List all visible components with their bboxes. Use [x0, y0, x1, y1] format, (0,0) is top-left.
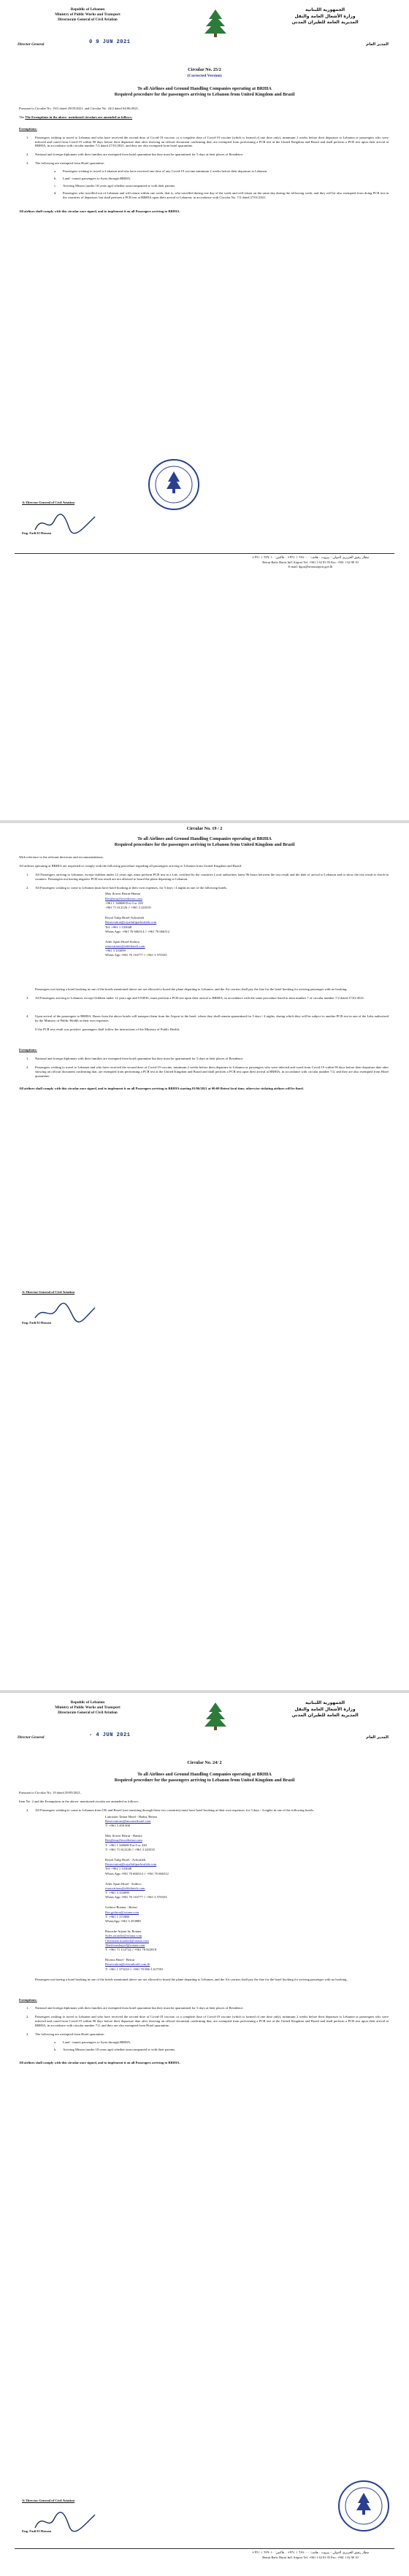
sub-list-item: a. Land - transit passengers to Syria through BRHIA.: [54, 2040, 131, 2044]
list-item: 2. National and foreign diplomats with their families are exempted from hotel quarantine but they must be quarantined for 5 days at their places of Residence.: [26, 153, 244, 157]
official-seal: [146, 457, 202, 512]
hotel-email-link-2[interactable]: Christiane.maalouf@rotana.com: [105, 1938, 149, 1943]
hotel-entry: [105, 1958, 389, 1972]
hotel-email-link[interactable]: Reservations@lancasterhotel.com: [105, 1819, 151, 1823]
exemptions-heading: Exemptions:: [19, 1997, 37, 2002]
list-item: 1. National and foreign diplomats with their families are exempted from hotel quarantine but they must be quarantined for 5 days at their places of Residence.: [26, 1056, 244, 1060]
cedar-logo-icon: [184, 1700, 247, 1732]
hotel-phone: Tel: +961 1 333048: [105, 1867, 132, 1871]
circular-addressee: To all Airlines and Ground Handling Companies operating at BRHIA: [137, 836, 272, 841]
hotel-phone-2: WhatsApp +961 3 253988: [105, 1919, 141, 1923]
corrected-version-label: (Corrected Version): [187, 74, 222, 78]
letterhead-english: [15, 1700, 161, 1716]
hotel-entry: [105, 1815, 389, 1829]
list-item: 1. Passengers wishing to travel to Lebanon and who have received the second dose of Covid-19 vaccine, or a complete dose of Covid-19 vaccine (which is formed of one dose only), minimum 2 weeks before their departure to Lebanon or passengers who were infected and cured from Covid-19 within 90 days before their departure date after showing an official document confirming that, are exempted from performing a PCR test at the United Kingdom and Brazil and shall perform a PCR test upon their arrival at BRHIA, in accordance with circular number 7/2 dated 27/01/2021, and they are also exempted from hotel quarantine.: [26, 135, 389, 148]
signatory-name: Eng. Fadi El Hassan: [22, 531, 52, 535]
director-general-label-arabic: المدير العام: [366, 1735, 389, 1740]
hotel-phone: T: +961 5 458 000: [105, 1824, 131, 1827]
list-item: 2. All Passengers wishing to come to Lebanon from UK and Brazil (not transiting through these two countries) must have hotel booking at their own expenses, for 5 days / 4 nights in one of the following hotels: Lancaster Tamar Hotel - Hadui, Beirut Reservations@lancasterhotel.com T: +961 5 458 000 May flower Beirut - Hamra Res@mayflowerbeirut.com T: +961 1 340680 Ext 0 or 220 T: +961 71 612126 // +961 3 243535 Royal Tulip Hotel - Achrafieh Reservation@royaltulipachrafieh.com Tel: +961 1 333048 Whats App +961 76 666314 // +961 76 666312 Alife Apart Hotel - Sodeco reservations@alifehotels.com T: +961 3 333099 Whats App +961 76 116777 // +961 3 570333 Gefinor Rotana - Beirut Res.gefinor@rotana.com T: +961 1 371888 WhatsApp +961 3 253988 Raouche Arjaan by Rotana Sales.raouche@rotana.com Christiane.maalouf@rotana.com Abed.mushayed@rotana.com T: +961 71 114734 // +961 78 822818 Riviera Hotel - Beirut Reservation@rivierahotel.com.lb T: +961 1 373210 // +961 70 096 3 617591: [28, 1808, 389, 1972]
circular-page-2: [0, 823, 409, 1693]
hotel-email-link[interactable]: Reservation@royaltulipachrafieh.com: [105, 1862, 157, 1867]
exemptions-heading: Exemptions:: [19, 126, 37, 131]
letterhead: [15, 7, 394, 58]
hotel-email-link[interactable]: Reservation@rivierahotel.com.lb: [105, 1962, 150, 1967]
footer-divider: [15, 2548, 394, 2549]
no-booking-note: Passengers not having a hotel booking in one of the hotels mentioned above are not allowed to board the plane departing to Lebanon, and the Air carriers shall pay the fine for the hotel booking for arriving passenger with no booking.: [35, 1977, 348, 1981]
sub-list-item: c. Arriving Minors (under 18 years age) whether unaccompanied or with their parents.: [54, 183, 176, 188]
circular-page-3: [0, 1693, 409, 2576]
hotel-phone: T: +961 1 371888: [105, 1914, 129, 1918]
sub-list-item: b. Arriving Minors (under 18 years age) whether unaccompanied or with their parents.: [54, 2047, 176, 2051]
ministry-name: Ministry of Public Works and Transport: [55, 12, 121, 18]
list-item: 2. All Passengers wishing to come to Lebanon must have hotel booking at their own expenses, for 5 days / 4 nights in one of the following hotels. May flower Beirut-Hamra Res@mayflowerbeirut.com +961 1 340680 Ext 0 or 220 +961 71 612126 // +961 3 243535 Royal Tulip Hotel-Achrafieh Reservation@royaltulipachrafieh.com Tel: +961 1 333048 Whats App: +961 76 666314 // +961 76 666312 Alife Apart Hotel-Sodeco reservations@alifehotels.com +961 3 333099 Whats App +961 76 116777 // +961 3 570333: [28, 886, 389, 958]
signatory-title: A/ Director General of Civil Aviation: [22, 501, 75, 504]
list-item: 3. All Passengers arriving to Lebanon, except Children under 12 years age and UNIFIL, must perform a PCR test upon their arrival to BRHIA, in accordance with the same procedure listed in item number 7 of circular number 7/2 dated 27/01/2021.: [26, 995, 365, 1000]
directorate-name: Directorate General of Civil Aviation: [58, 1711, 118, 1716]
list-item: 3. The following are exempted from Hotel quarantine: a. Land - transit passengers to Syria through BRHIA. b. Arriving Minors (under 18 years age) whether unaccompanied or with their parents.: [28, 2032, 389, 2052]
hotel-email-link[interactable]: Res@mayflowerbeirut.com: [105, 1838, 142, 1843]
intro-text-2: All airlines operating at BRHIA are requested to comply with the following procedure regarding all passengers arriving to Lebanon from United Kingdom and Brazil:: [19, 863, 242, 868]
hotel-phone: +961 1 340680 Ext 0 or 220: [105, 901, 143, 905]
hotel-email-link-3[interactable]: Abed.mushayed@rotana.com: [105, 1943, 145, 1947]
ministry-name: Ministry of Public Works and Transport: [55, 1705, 121, 1711]
country-name: Republic of Lebanon: [70, 7, 105, 12]
circular-subject: Required procedure for the passengers arriving to Lebanon from United Kingdom and Brazil: [114, 842, 295, 847]
circular-addressee: To all Airlines and Ground Handling Companies operating at BRHIA: [137, 86, 272, 91]
exemptions-intro: The Exemptions in the above- mentioned circulars are amended as follows:: [25, 115, 133, 119]
hotel-phone: T: +961 3 333099: [105, 1891, 129, 1895]
circular-subject: Required procedure for the passengers arriving to Lebanon from United Kingdom and Brazil: [114, 1778, 295, 1783]
handwritten-signature: [32, 1300, 98, 1325]
exemptions-heading: Exemptions:: [19, 1048, 37, 1052]
hotel-name: Raouche Arjaan by Rotana: [105, 1929, 142, 1934]
list-item: 2. Passengers wishing to travel to Lebanon and who have received the second dose of Covid-19 vaccine, or a complete dose of Covid-19 vaccine (which is formed of one dose only), minimum 2 weeks before their departure to Lebanon or passengers who were infected and cured from Covid-19 within 90 days before their departure date after showing an official document confirming that, are exempted from performing a PCR test at the United Kingdom and Brazil and shall perform a PCR test upon their arrival at BRHIA, in accordance with circular number 7/2, and they are also exempted from Hotel quarantine.: [26, 2015, 389, 2028]
hotel-name: May flower Beirut-Hamra: [105, 892, 141, 896]
circular-number: Circular No. 24/ 2: [187, 1760, 222, 1765]
hotel-phone: +961 3 333099: [105, 949, 126, 953]
date-stamp: - 4 JUN 2021: [89, 1732, 131, 1738]
circular-body: Pursuant to Circular No. 19/2 dated 29/05/2021, and Circular No. 24/2 dated 04/06/2021, The The Exemptions in the above- mentioned circulars are amended as follows: Exemptions: 1. Passengers wishing to travel to Lebanon and who have received the second dose of Covid-19 vaccine, or a complete dose of Covid-19 vaccine (which is formed of one dose only), minimum 2 weeks before their departure to Lebanon or passengers who were infected and cured from Covid-19 within 90 days before their departure date after showing an official document confirming that, are exempted from performing a PCR test at the United Kingdom and Brazil and shall perform a PCR test upon their arrival at BRHIA, in accordance with circular number 7/2 dated 27/01/2021, and they are also exempted from hotel quarantine. 2. National and foreign diplomats with their families are exempted from hotel quarantine but they must be quarantined for 5 days at their places of Residence. 3. The following are exempted from Hotel quarantine: a. Passengers wishing to travel to Lebanon and who have received one dose of any Covid-19 vaccine minimum 2 weeks before their departure to Lebanon. b. Land - transit passengers to Syria through BRHIA. c. Arriving Minors (under 18 years age) whether unaccompanied or with their parents. d. Passengers who travelled out of Lebanon and will return within one week, that is, who travelled during one day of the week and will return on the same day during the following week, and they will be also exempted from doing PCR test in the countries of departure, but shall perform a PCR test at BRHIA upon their arrival to Lebanon, in accordance with Circular No. 7/2 dated 27/01/2021. All airlines shall comply with this circular once signed, and to implement it on all Passengers arriving to BRHIA.: [19, 107, 389, 214]
hotel-entry: [105, 1929, 389, 1952]
intro-text: Pursuant to Circular No. 19 dated 29/05/2021,: [19, 1791, 81, 1794]
hotel-name: Lancaster Tamar Hotel - Hadui, Beirut: [105, 1814, 157, 1819]
hotel-name: Royal Tulip Hotel - Achrafieh: [105, 1857, 146, 1862]
hotel-phone: T: +961 1 373210 // +961 70 096 3 617591: [105, 1967, 164, 1971]
official-seal: [336, 2478, 391, 2534]
hotel-phone-2: Whats App +961 76 116777 // +961 3 570333: [105, 953, 167, 957]
director-general-label: Director General: [18, 1735, 45, 1740]
sub-list-item: b. Land - transit passengers to Syria through BRHIA.: [54, 176, 131, 180]
hotel-entry: [105, 1834, 389, 1852]
list-item: 3. The following are exempted from Hotel quarantine: a. Passengers wishing to travel to Lebanon and who have received one dose of any Covid-19 vaccine minimum 2 weeks before their departure to Lebanon. b. Land - transit passengers to Syria through BRHIA. c. Arriving Minors (under 18 years age) whether unaccompanied or with their parents. d. Passengers who travelled out of Lebanon and will return within one week, that is, who travelled during one day of the week and will return on the same day during the following week, and they will be also exempted from doing PCR test in the countries of departure, but shall perform a PCR test at BRHIA upon their arrival to Lebanon, in accordance with Circular No. 7/2 dated 27/01/2021.: [26, 161, 389, 199]
handwritten-signature: [32, 2509, 98, 2534]
hotel-email-link[interactable]: reservations@alifehotels.com: [105, 944, 145, 949]
circular-addressee: To all Airlines and Ground Handling Companies operating at BRHIA: [137, 1772, 272, 1777]
ministry-name-arabic: وزارة الأشغال العامة والنقل: [294, 13, 356, 19]
hotel-phone: T: +961 1 340680 Ext 0 or 220: [105, 1843, 147, 1847]
footer-arabic: مطار رفيق الحريري الدولي - بيروت . هاتف: ٦٢٨٠٠٠ ١ ٩٦١+ . فاكس: ٦٢٩٠١٠ ١ ٩٦١+: [251, 2551, 370, 2555]
country-name: Republic of Lebanon: [70, 1700, 105, 1705]
hotel-entry: [105, 1858, 389, 1876]
date-stamp: 0 9 JUN 2021: [89, 39, 131, 45]
directorate-name-arabic: المديرية العامة للطيران المدني: [291, 1713, 359, 1719]
footer-divider: [15, 553, 394, 554]
hotel-name: Gefinor Rotana - Beirut: [105, 1905, 137, 1910]
pcr-positive-note: If the PCR test result was positive, passengers shall follow the instructions of the Ministry of Public Health.: [35, 1027, 180, 1032]
hotel-entry: [105, 892, 389, 910]
circular-number: Circular No. 19 / 2: [186, 826, 223, 831]
hotel-entry: [105, 940, 389, 958]
hotel-phone-2: +961 71 612126 // +961 3 243535: [105, 905, 151, 909]
list-item: 4. Upon arrival of the passengers to BRHIA, Buses from the above hotels will transport them from the Airport to the hotel, where they shall remain quarantined for 5 days / 4 nights, during which they will be subject to another PCR test in one of the Labs authorized by the Ministry of Public Health at their own expenses.: [26, 1014, 389, 1023]
closing-text: All airlines shall comply with this circular once signed, and to implement it on all Passengers arriving to BRHIA starting 01/06/2021 at 00:00 Beirut local time, otherwise violating airlines will be fined.: [19, 1087, 304, 1091]
circular-number: Circular No. 25/2: [188, 67, 221, 72]
hotel-phone-2: Whats App +961 76 116777 // +961 3 570333: [105, 1895, 167, 1900]
hotel-email-link[interactable]: Reservation@royaltulipachrafieh.com: [105, 920, 157, 925]
letterhead-english: [15, 7, 161, 23]
closing-text: All airlines shall comply with this circular once signed, and to implement it on all Passengers arriving to BRHIA.: [19, 209, 180, 214]
hotel-email-link[interactable]: reservations@alifehotels.com: [105, 1886, 145, 1890]
hotel-email-link[interactable]: Sales.raouche@rotana.com: [105, 1934, 142, 1938]
hotel-name: Royal Tulip Hotel-Achrafieh: [105, 916, 145, 920]
country-name-arabic: الجمهورية اللبنانية: [305, 7, 345, 12]
hotel-email-link[interactable]: Res@mayflowerbeirut.com: [105, 896, 142, 901]
circular-body: [19, 1791, 389, 2069]
hotel-phone-2: Whats App: +961 76 666314 // +961 76 666312: [105, 929, 170, 933]
list-item: 1. National and foreign diplomats with their families are exempted from hotel quarantine but they must be quarantined for 5 days at their places of Residence.: [26, 2006, 244, 2010]
directorate-name: Directorate General of Civil Aviation: [58, 18, 118, 23]
intro-text: Pursuant to Circular No. 19/2 dated 29/05/2021, and Circular No. 24/2 dated 04/06/2021,: [19, 107, 139, 110]
cedar-logo-icon: [184, 7, 247, 39]
hotel-phone-2: T: +961 71 612126 // +961 3 243535: [105, 1847, 155, 1851]
signatory-title: A/ Director General of Civil Aviation: [22, 2499, 75, 2502]
hotel-email-link[interactable]: Res.gefinor@rotana.com: [105, 1910, 139, 1914]
footer-contact: Beirut Rafic Hariri Int'l Airport Tel: +961 1 62 81 95 Fax: +961 1 62 90 10: [262, 560, 359, 564]
hotel-phone-2: Whats App +961 76 666314 // +961 76 666312: [105, 1871, 169, 1875]
letterhead-arabic: [256, 1700, 394, 1719]
intro-text-2: Item No. 2 and the Exemptions in the above- mentioned circular are amended as follows:: [19, 1799, 139, 1803]
signatory-title: A/ Director General of Civil Aviation: [22, 1290, 75, 1294]
hotel-name: Alife Apart Hotel - Sodeco: [105, 1881, 142, 1886]
letterhead-footer: [226, 556, 394, 569]
hotel-phone: T: +961 71 114734 // +961 78 822818: [105, 1947, 156, 1951]
country-name-arabic: الجمهورية اللبنانية: [305, 1700, 345, 1705]
hotel-name: Riviera Hotel - Beirut: [105, 1958, 135, 1962]
hotel-entry: [105, 1905, 389, 1924]
ministry-name-arabic: وزارة الأشغال العامة والنقل: [294, 1706, 356, 1712]
signatory-name: Eng. Fadi El Hassan: [22, 2529, 52, 2533]
hotel-entry: [105, 1882, 389, 1900]
hotel-name: Alife Apart Hotel-Sodeco: [105, 939, 140, 944]
intro-text: With reference to the relevant decisions and recommendations,: [19, 855, 104, 859]
no-booking-note: Passengers not having a hotel booking in one of the hotels mentioned above are not allowed to board the plane departing to Lebanon, and the Air carriers shall pay the fine for the hotel booking for arriving passenger with no booking.: [35, 987, 348, 991]
list-item: 2. Passengers wishing to travel to Lebanon and who have received the second dose of Covid-19 vaccine, minimum 2 weeks before their departure to Lebanon or passengers who were infected and cured from Covid-19 within 90 days before their departure date after showing an official document confirming that, are exempted from performing a PCR test at the United Kingdom and Brazil and shall perform a PCR test upon their arrival at BRHIA, in accordance with circular number 7/2, and they are also exempted from Hotel quarantine.: [26, 1065, 389, 1078]
handwritten-signature: [32, 511, 98, 536]
directorate-name-arabic: المديرية العامة للطيران المدني: [291, 20, 359, 26]
hotel-entry: [105, 916, 389, 934]
circular-page-1: [0, 0, 409, 823]
closing-text: All airlines shall comply with this circular once signed, and to implement it on all Passengers arriving to BRHIA.: [19, 2060, 180, 2064]
letterhead-arabic: [256, 7, 394, 26]
hotel-name: May flower Beirut - Hamra: [105, 1834, 142, 1838]
letterhead-footer: [226, 2551, 394, 2560]
footer-contact: Beirut Rafic Hariri Int'l Airport Tel: +961 1 62 81 95 Fax: +961 1 62 90 10: [262, 2555, 359, 2559]
director-general-label-arabic: المدير العام: [366, 42, 389, 47]
circular-body: [19, 855, 389, 1095]
circular-subject: Required procedure for the passengers arriving to Lebanon from United Kingdom and Brazil: [114, 92, 295, 97]
list-item: 1. All Passengers arriving to Lebanon, except children under 12 years age, must perform PCR test in a Lab. certified by the countries Local authorities latest 96 hours between the test result and the date of arrival to Lebanon and to show the test result at check-in counters. Passengers not having negative PCR test result are not allowed to board the plane departing to Lebanon.: [26, 872, 389, 881]
footer-email: E-mail: dgca@beirutairport.gov.lb: [288, 564, 333, 568]
sub-list-item: d. Passengers who travelled out of Lebanon and will return within one week, that is, who travelled during one day of the week and will return on the same day during the following week, and they will be also exempted from doing PCR test in the countries of departure, but shall perform a PCR test at BRHIA upon their arrival to Lebanon, in accordance with Circular No. 7/2 dated 27/01/2021.: [54, 190, 389, 199]
letterhead: [15, 1700, 394, 1751]
hotel-phone: Tel: +961 1 333048: [105, 925, 132, 929]
footer-arabic: مطار رفيق الحريري الدولي - بيروت . هاتف: ٦٢٨٠٠٠ ١ ٩٦١+ . فاكس: ٦٢٩٠١٠ ١ ٩٦١+: [251, 556, 370, 560]
director-general-label: Director General: [18, 42, 45, 47]
sub-list-item: a. Passengers wishing to travel to Lebanon and who have received one dose of any Covid-19 vaccine minimum 2 weeks before their departure to Lebanon.: [54, 169, 268, 173]
signatory-name: Eng. Fadi El Hassan: [22, 1320, 52, 1324]
